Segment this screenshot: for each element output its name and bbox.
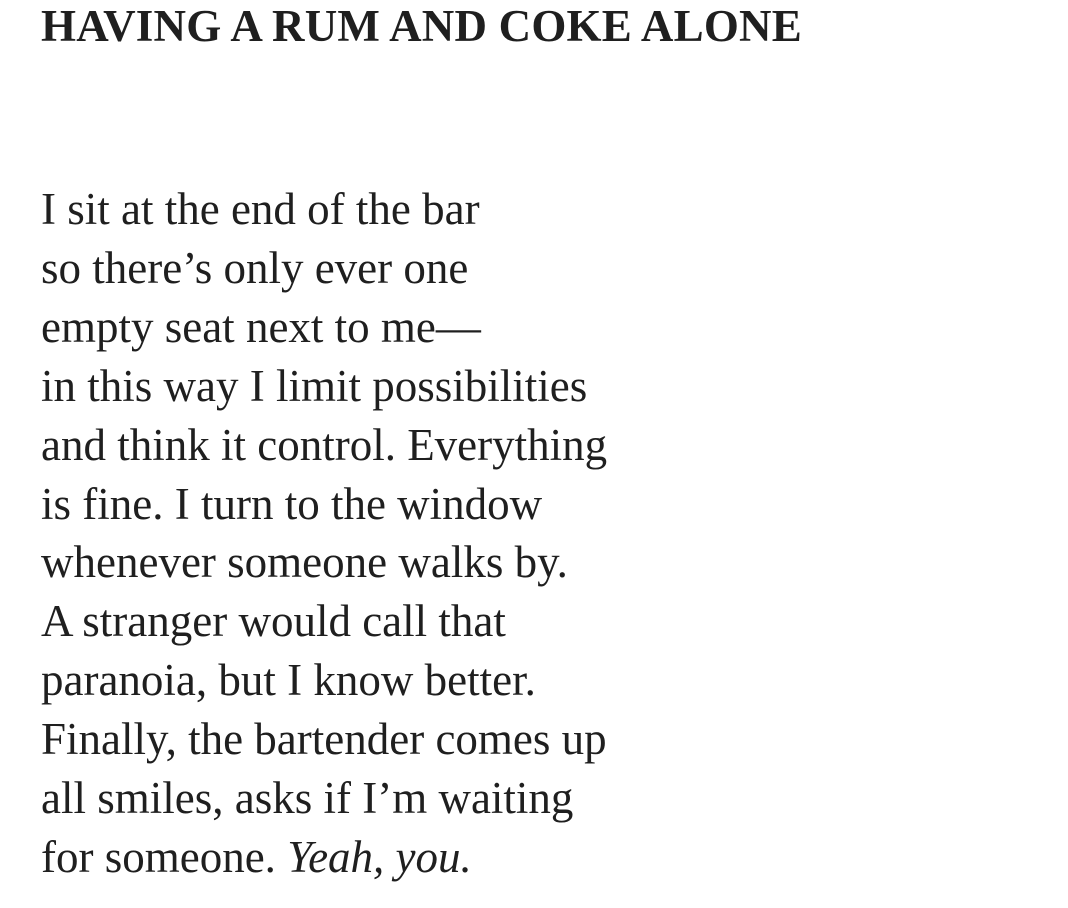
poem-line: Finally, the bartender comes up <box>41 714 607 765</box>
poem-line: A stranger would call that <box>41 596 506 647</box>
poem-line: in this way I limit possibilities <box>41 360 588 411</box>
poem-line: is fine. I turn to the window <box>41 478 543 529</box>
poem-line: and think it control. Everything <box>41 419 608 470</box>
poem-body <box>41 180 1041 887</box>
poem-title: HAVING A RUM AND COKE ALONE <box>41 1 802 51</box>
poem-line: I sit at the end of the bar <box>41 184 480 234</box>
poem-last-line-text: for someone. <box>41 831 276 882</box>
poem-line: so there’s only ever one <box>41 242 469 293</box>
poem-line: all smiles, asks if I’m waiting <box>41 773 574 824</box>
poem-last-line <box>41 828 1041 887</box>
poem-line: paranoia, but I know better. <box>41 655 536 706</box>
poem-line: whenever someone walks by. <box>41 537 568 588</box>
poem-line: empty seat next to me— <box>41 301 481 352</box>
poem <box>41 0 1041 887</box>
poem-last-line-italic: Yeah, you. <box>287 831 472 882</box>
